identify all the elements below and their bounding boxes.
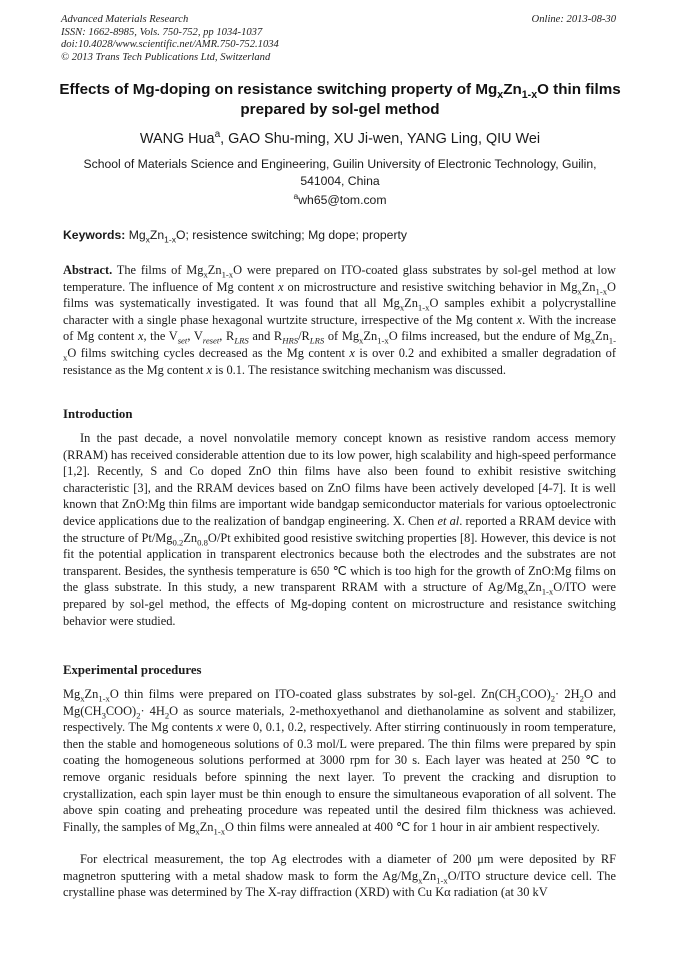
experimental-paragraph-1: $Mg_xZn_{1-x}O$ thin films were prepared on ITO-coated glass substrates by sol-gel. $Zn(CH_3COO)_2\cdot 2H_2O$ and $Mg(CH_3COO)_2\cdot 4H_2O$ as source materials, 2-methoxyethanol and diethanolamine as solvent and stabilizer, respectively. The Mg contents x were 0, 0.1, 0.2, respectively. After stirring continuously in room temperature, then the stable and homogeneous solutions of 0.3 mol/L were prepared. The thin films were prepared by spin coating the homogeneous solutions performed at 3000 rpm for 30 s. Each layer was heated at 250 ℃ to remove organic residuals before spinning the next layer. To prevent the cracking and disruption to crystallization, each spin layer must be thin enough to ensure the simultaneous evaporation of all solvent. The above spin coating and preheating procedure was repeated until the desired film thickness was achieved. Finally, the samples of $Mg_xZn_{1-x}O$ thin films were annealed at 400 ℃ for 1 hour in air ambient respectively. — [63, 687, 616, 837]
paper-title: Effects of Mg-doping on resistance switching property of $Mg_xZn_{1-x}O$ thin films prepared by sol-gel method — [59, 81, 621, 118]
author-email: $^a$wh65@tom.com — [293, 190, 387, 207]
keywords: Keywords: $Mg_xZn_{1-x}O$; resistence switching; Mg dope; property — [63, 228, 407, 245]
introduction-paragraph: In the past decade, a novel nonvolatile memory concept known as resistive random access memory (RRAM) has received considerable attention due to its low power, high scalability and high-speed performance [1,2]. Recently, S and Co doped ZnO thin films have also been found to exhibit resistive switching characteristic [3], and the RRAM devices based on ZnO films have been actively developed [4-7]. It is well known that ZnO:Mg thin films are important wide bandgap semiconductor materials for various optoelectronic device applications due to the realization of bandgap engineering. X. Chen et al. reported a RRAM device with the structure of $Pt/Mg_{0.2}Zn_{0.8}O/Pt$ exhibited good resistive switching properties [8]. However, this device is not fit the potential application in transparent electronics because both the electrodes and the substrates are not transparent. Besides, the synthesis temperature is 650 ℃ which is too high for the growth of ZnO:Mg films on the glass substrate. In this study, a new transparent RRAM with a structure of $Ag/Mg_xZn_{1-x}O$/ITO were prepared by sol-gel method, the effects of Mg-doping content on microstructure and resistance switching behavior were studied. — [63, 431, 617, 628]
author-list: WANG Hua$^a$, GAO Shu-ming, XU Ji-wen, YANG Ling, QIU Wei — [139, 129, 541, 147]
journal-copyright: © 2013 Trans Tech Publications Ltd, Switzerland — [61, 51, 271, 63]
abstract: Abstract. The films of $Mg_xZn_{1-x}O$ were prepared on ITO-coated glass substrates by sol-gel method at low temperature. The influence of Mg content x on microstructure and resistive switching behavior in $Mg_xZn_{1-x}O$ films was systematically investigated. It was found that all $Mg_xZn_{1-x}O$ samples exhibit a polycrystalline character with a single phase hexagonal wurtzite structure, irrespective of the Mg content x. With the increase of Mg content x, the $V_{set}$, $V_{reset}$, $R_{LRS}$ and $R_{HRS}/R_{LRS}$ of $Mg_xZn_{1-x}O$ films increased, but the endure of $Mg_xZn_{1-x}O$ films switching cycles decreased as the Mg content x is over 0.2 and exhibited a smaller degradation of resistance as the Mg content x is 0.1. The resistance switching mechanism was discussed. — [63, 263, 616, 377]
experimental-paragraph-2: For electrical measurement, the top Ag electrodes with a diameter of 200 μm were deposited by RF magnetron sputtering with a metal shadow mask to form the $Ag/Mg_xZn_{1-x}O$/ITO structure device cell. The crystalline phase was determined by The X-ray diffraction (XRD) with Cu Kα radiation (at 30 kV — [63, 852, 617, 900]
section-heading-introduction: Introduction — [63, 407, 133, 421]
online-date: Online: 2013-08-30 — [531, 14, 616, 25]
journal-issn: ISSN: 1662-8985, Vols. 750-752, pp 1034-1037 — [61, 26, 263, 38]
section-heading-experimental: Experimental procedures — [63, 663, 202, 677]
abstract-label: Abstract. — [63, 263, 113, 277]
affiliation: School of Materials Science and Engineering, Guilin University of Electronic Technology, Guilin, 541004, China — [83, 157, 597, 188]
journal-header — [61, 14, 616, 64]
keywords-label: Keywords: — [63, 228, 126, 242]
journal-doi: doi:10.4028/www.scientific.net/AMR.750-752.1034 — [61, 39, 279, 51]
email-link[interactable]: wh65@tom.com — [298, 193, 387, 207]
journal-name: Advanced Materials Research — [61, 14, 189, 25]
